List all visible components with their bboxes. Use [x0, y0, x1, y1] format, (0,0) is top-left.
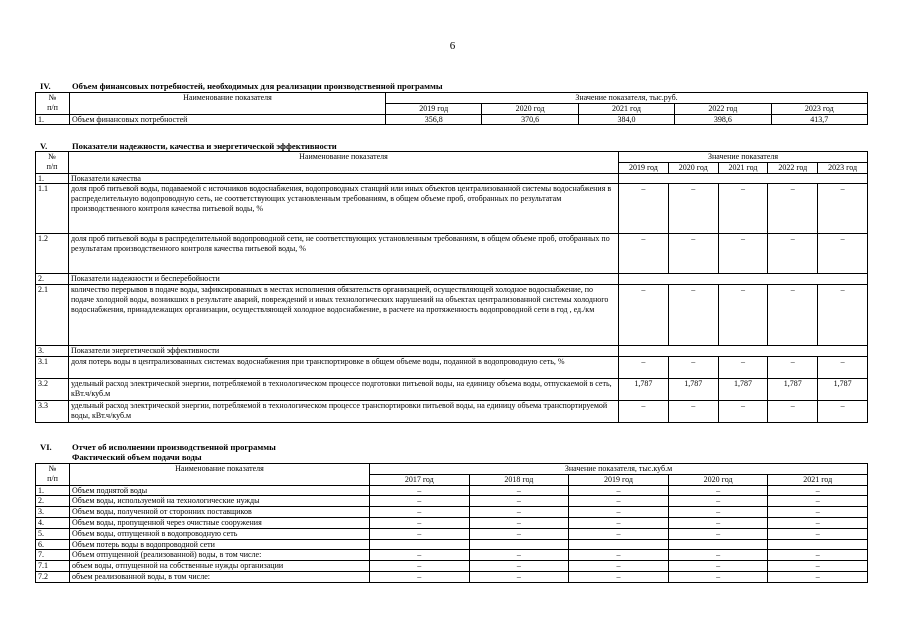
- value-cell: –: [569, 571, 669, 582]
- water-supply-report-table: [35, 463, 868, 583]
- value-cell: –: [718, 184, 768, 234]
- table-row: [36, 550, 868, 561]
- row-name: объем реализованной воды, в том числе:: [70, 571, 370, 582]
- col-header-name: Наименование показателя: [70, 464, 370, 486]
- value-cell: –: [469, 561, 569, 572]
- col-header-number: № п/п: [36, 464, 70, 486]
- section-6-number: VI.: [40, 442, 52, 452]
- row-number: 2.: [36, 274, 69, 285]
- table-row: [36, 496, 868, 507]
- col-header-number: № п/п: [36, 152, 69, 174]
- value-cell: –: [370, 507, 470, 518]
- table-row: [36, 539, 868, 550]
- value-cell: –: [718, 234, 768, 274]
- value-cell: –: [569, 507, 669, 518]
- value-cell: [668, 539, 768, 550]
- row-name: Показатели качества: [69, 173, 619, 184]
- section-4-heading: [40, 81, 443, 91]
- value-cell: –: [619, 356, 669, 378]
- value-cell: –: [768, 285, 818, 346]
- col-header-year: 2021 год: [768, 474, 868, 485]
- value-cell: –: [668, 571, 768, 582]
- row-number: 3.1: [36, 356, 69, 378]
- value-cell: –: [768, 400, 818, 422]
- value-cell: –: [668, 400, 718, 422]
- table-row: [36, 485, 868, 496]
- value-cell: –: [619, 184, 669, 234]
- col-header-year: 2019 год: [619, 162, 669, 173]
- col-header-year: 2022 год: [768, 162, 818, 173]
- value-cell: 384,0: [578, 114, 674, 125]
- table-row: [36, 346, 868, 357]
- row-name: доля проб питьевой воды в распределительной водопроводной сети, не соответствующих установленным требованиям, в общем объеме проб, отобранных по результатам производственного контроля качества питьевой воды, %: [69, 234, 619, 274]
- row-name: доля проб питьевой воды, подаваемой с источников водоснабжения, водопроводных станций или иных объектов централизованной системы водоснабжения в распределительную водопроводную сеть, не соответствующих установленным требованиям, в общем объеме проб, отобранных по результатам производственного контроля качества питьевой воды, %: [69, 184, 619, 234]
- table-row: [36, 184, 868, 234]
- row-name: Показатели энергетической эффективности: [69, 346, 619, 357]
- row-number: 5.: [36, 528, 70, 539]
- value-cell: –: [768, 507, 868, 518]
- value-cell: –: [668, 561, 768, 572]
- table-row: [36, 400, 868, 422]
- value-cell: –: [469, 517, 569, 528]
- section-5-heading: [40, 141, 337, 151]
- value-cell: –: [668, 184, 718, 234]
- value-cell: –: [569, 561, 669, 572]
- value-cell: 1,787: [768, 378, 818, 400]
- value-cell: –: [818, 356, 868, 378]
- value-cell: 1,787: [718, 378, 768, 400]
- row-number: 3.3: [36, 400, 69, 422]
- value-cell: –: [668, 528, 768, 539]
- row-name: Показатели надежности и бесперебойности: [69, 274, 619, 285]
- section-6-title: Отчет об исполнении производственной программы: [72, 442, 276, 452]
- col-header-value: Значение показателя: [619, 152, 868, 163]
- value-cell: –: [619, 285, 669, 346]
- page-number: 6: [449, 40, 456, 52]
- col-header-value: Значение показателя, тыс.куб.м: [370, 464, 868, 475]
- col-header-year: 2019 год: [386, 103, 482, 114]
- table-row: [36, 561, 868, 572]
- value-cell: 398,6: [675, 114, 771, 125]
- section-5-number: V.: [40, 141, 48, 151]
- col-header-year: 2022 год: [675, 103, 771, 114]
- col-header-name: Наименование показателя: [70, 93, 386, 115]
- section-6-subtitle: Фактический объем подачи воды: [72, 452, 202, 462]
- value-cell: –: [768, 485, 868, 496]
- row-name: Объем воды, используемой на технологические нужды: [70, 496, 370, 507]
- section-4-number: IV.: [40, 81, 51, 91]
- group-empty-cell: [619, 274, 868, 285]
- value-cell: 1,787: [668, 378, 718, 400]
- row-name: объем воды, отпущенной на собственные нужды организации: [70, 561, 370, 572]
- table-row: [36, 234, 868, 274]
- table-row: [36, 274, 868, 285]
- value-cell: –: [469, 571, 569, 582]
- row-number: 1.: [36, 114, 70, 125]
- value-cell: –: [668, 496, 768, 507]
- value-cell: –: [818, 285, 868, 346]
- row-number: 3.2: [36, 378, 69, 400]
- value-cell: –: [718, 285, 768, 346]
- value-cell: –: [569, 550, 669, 561]
- value-cell: –: [668, 234, 718, 274]
- value-cell: –: [668, 517, 768, 528]
- table-row: [36, 517, 868, 528]
- value-cell: –: [569, 528, 669, 539]
- value-cell: –: [469, 550, 569, 561]
- value-cell: –: [818, 234, 868, 274]
- row-name: Объем воды, полученной от сторонних поставщиков: [70, 507, 370, 518]
- col-header-year: 2023 год: [818, 162, 868, 173]
- row-name: Объем воды, пропущенной через очистные сооружения: [70, 517, 370, 528]
- group-empty-cell: [619, 173, 868, 184]
- value-cell: –: [569, 517, 669, 528]
- value-cell: –: [768, 561, 868, 572]
- col-header-year: 2020 год: [668, 162, 718, 173]
- value-cell: –: [619, 400, 669, 422]
- value-cell: –: [569, 496, 669, 507]
- col-header-year: 2020 год: [668, 474, 768, 485]
- group-empty-cell: [619, 346, 868, 357]
- table-row: [36, 356, 868, 378]
- row-number: 2.: [36, 496, 70, 507]
- col-header-year: 2023 год: [771, 103, 867, 114]
- value-cell: –: [370, 561, 470, 572]
- value-cell: –: [469, 528, 569, 539]
- col-header-number: № п/п: [36, 93, 70, 115]
- value-cell: –: [718, 400, 768, 422]
- value-cell: –: [370, 485, 470, 496]
- value-cell: –: [469, 485, 569, 496]
- row-number: 3.: [36, 507, 70, 518]
- row-name: количество перерывов в подаче воды, зафиксированных в местах исполнения обязательств организацией, осуществляющей холодное водоснабжение, по подаче холодной воды, возникших в результате аварий, повреждений и иных технологических нарушений на объектах централизованной системы холодного водоснабжения, принадлежащих организации, осуществляющей холодное водоснабжение, в расчете на протяженность водопроводной сети в год , ед./км: [69, 285, 619, 346]
- value-cell: –: [718, 356, 768, 378]
- col-header-year: 2018 год: [469, 474, 569, 485]
- col-header-year: 2019 год: [569, 474, 669, 485]
- table-row: [36, 378, 868, 400]
- row-number: 1.: [36, 173, 69, 184]
- row-number: 4.: [36, 517, 70, 528]
- col-header-year: 2021 год: [578, 103, 674, 114]
- value-cell: –: [768, 184, 818, 234]
- value-cell: –: [668, 356, 718, 378]
- row-number: 1.: [36, 485, 70, 496]
- row-name: доля потерь воды в централизованных системах водоснабжения при транспортировке в общем объеме воды, поданной в водопроводную сеть, %: [69, 356, 619, 378]
- row-number: 7.1: [36, 561, 70, 572]
- value-cell: –: [668, 485, 768, 496]
- value-cell: 1,787: [619, 378, 669, 400]
- value-cell: –: [768, 517, 868, 528]
- col-header-value: Значение показателя, тыс.руб.: [386, 93, 868, 104]
- value-cell: [569, 539, 669, 550]
- value-cell: –: [469, 507, 569, 518]
- value-cell: [370, 539, 470, 550]
- table-row: [36, 571, 868, 582]
- section-6-heading: [40, 442, 276, 452]
- value-cell: –: [818, 400, 868, 422]
- value-cell: –: [768, 496, 868, 507]
- row-number: 7.2: [36, 571, 70, 582]
- row-name: Объем поднятой воды: [70, 485, 370, 496]
- section-4-title: Объем финансовых потребностей, необходимых для реализации производственной программы: [72, 81, 443, 91]
- row-number: 1.2: [36, 234, 69, 274]
- row-name: удельный расход электрической энергии, потребляемой в технологическом процессе транспортировки питьевой воды, на единицу объема транспортируемой воды, кВт.ч/куб.м: [69, 400, 619, 422]
- value-cell: –: [668, 507, 768, 518]
- value-cell: 356,8: [386, 114, 482, 125]
- value-cell: –: [768, 234, 818, 274]
- row-name: Объем отпущенной (реализованной) воды, в том числе:: [70, 550, 370, 561]
- table-row: [36, 285, 868, 346]
- table-row: [36, 173, 868, 184]
- value-cell: –: [668, 550, 768, 561]
- table-row: [36, 528, 868, 539]
- financial-needs-table: [35, 92, 868, 125]
- value-cell: 413,7: [771, 114, 867, 125]
- col-header-year: 2021 год: [718, 162, 768, 173]
- row-number: 2.1: [36, 285, 69, 346]
- row-name: Объем потерь воды в водопроводной сети: [70, 539, 370, 550]
- col-header-year: 2020 год: [482, 103, 578, 114]
- value-cell: –: [768, 356, 818, 378]
- value-cell: –: [370, 528, 470, 539]
- value-cell: –: [668, 285, 718, 346]
- row-number: 7.: [36, 550, 70, 561]
- value-cell: –: [370, 571, 470, 582]
- row-number: 1.1: [36, 184, 69, 234]
- row-name: Объем финансовых потребностей: [70, 114, 386, 125]
- value-cell: –: [370, 517, 470, 528]
- value-cell: 1,787: [818, 378, 868, 400]
- value-cell: –: [768, 550, 868, 561]
- value-cell: –: [469, 496, 569, 507]
- row-name: Объем воды, отпущенной в водопроводную сеть: [70, 528, 370, 539]
- reliability-indicators-table: [35, 151, 868, 423]
- table-row: [36, 114, 868, 125]
- table-row: [36, 507, 868, 518]
- value-cell: –: [818, 184, 868, 234]
- col-header-year: 2017 год: [370, 474, 470, 485]
- row-name: удельный расход электрической энергии, потребляемой в технологическом процессе подготовки питьевой воды, на единицу объема воды, отпускаемой в сеть, кВт.ч/куб.м: [69, 378, 619, 400]
- value-cell: –: [370, 496, 470, 507]
- value-cell: [768, 539, 868, 550]
- section-5-title: Показатели надежности, качества и энергетической эффективности: [72, 141, 337, 151]
- value-cell: –: [569, 485, 669, 496]
- col-header-name: Наименование показателя: [69, 152, 619, 174]
- value-cell: –: [370, 550, 470, 561]
- value-cell: [469, 539, 569, 550]
- row-number: 3.: [36, 346, 69, 357]
- value-cell: –: [768, 528, 868, 539]
- value-cell: –: [768, 571, 868, 582]
- value-cell: 370,6: [482, 114, 578, 125]
- row-number: 6.: [36, 539, 70, 550]
- value-cell: –: [619, 234, 669, 274]
